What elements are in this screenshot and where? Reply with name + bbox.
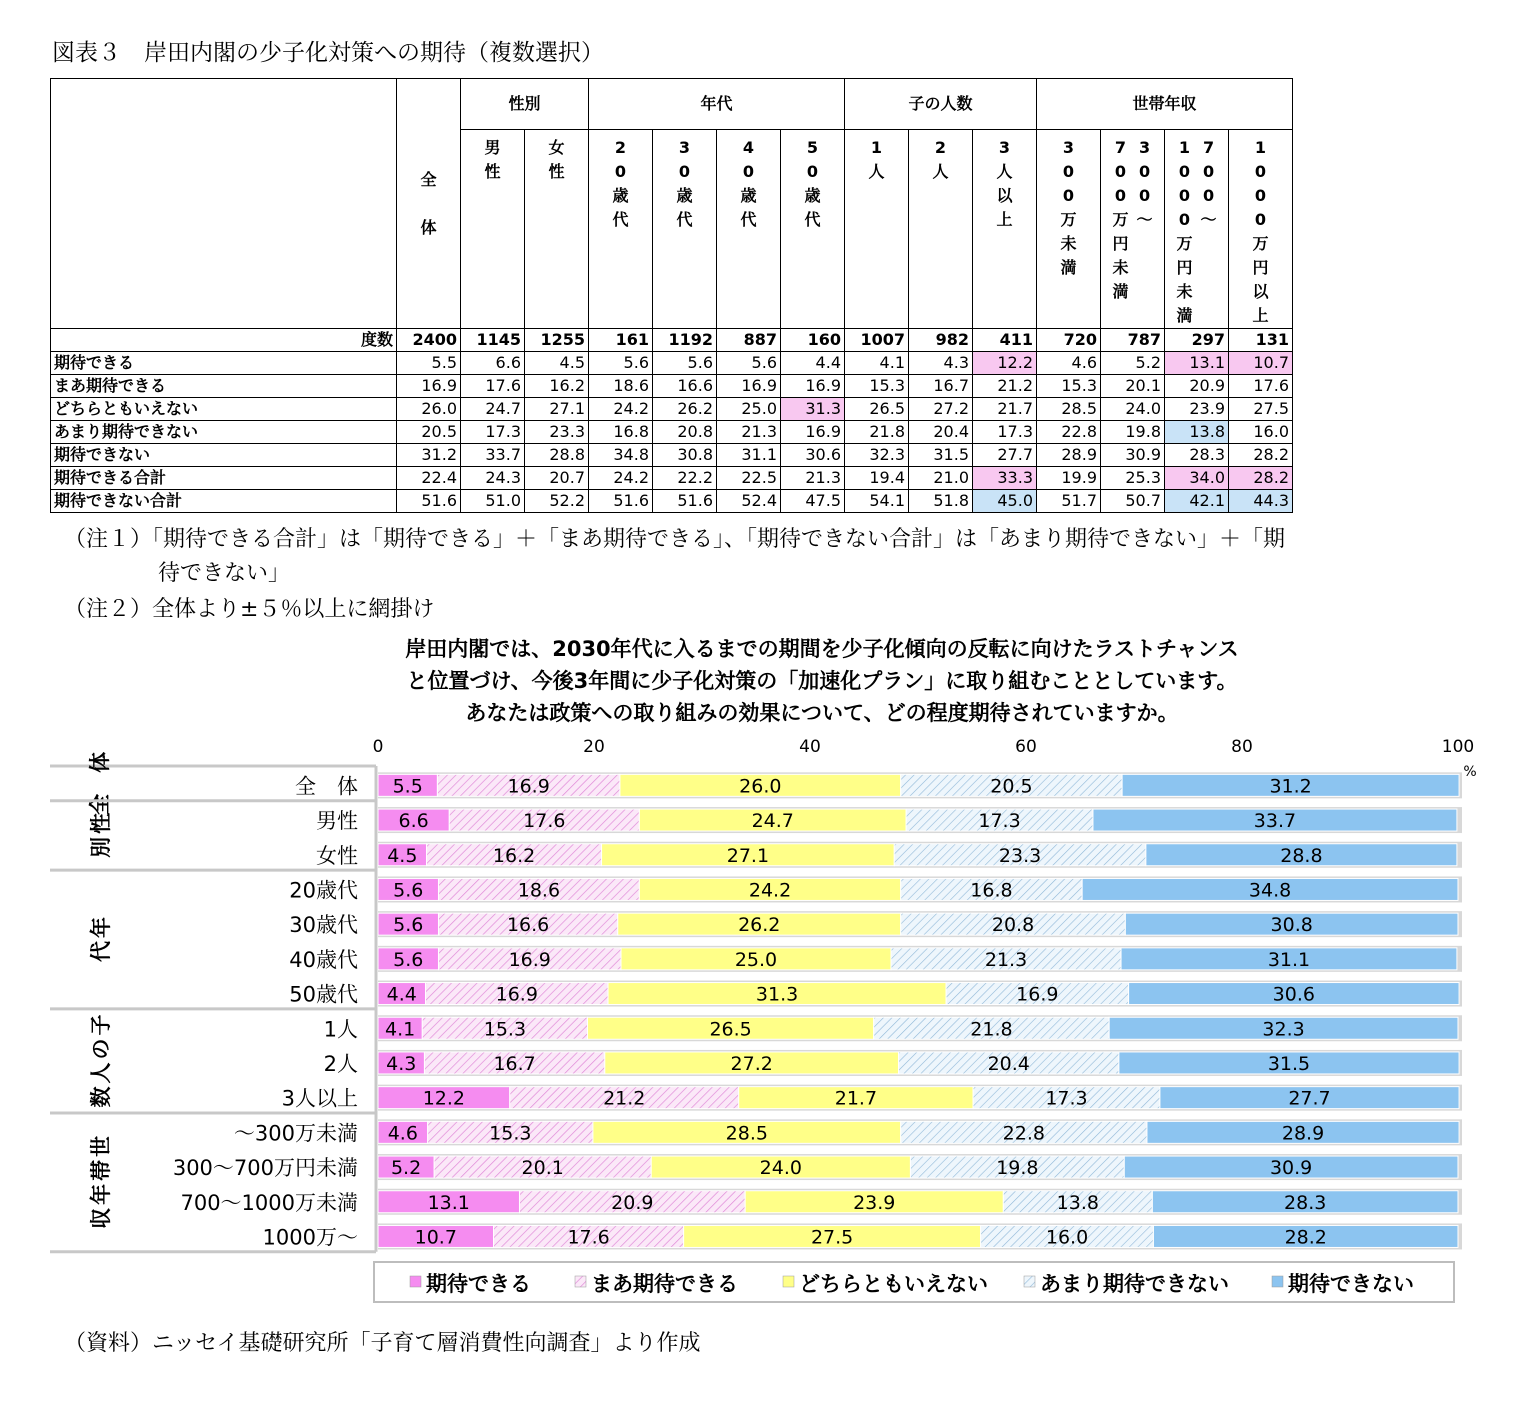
table-cell: 28.8 [525,444,589,467]
bar-data-label: 27.1 [726,844,770,867]
bar-data-label: 16.7 [493,1052,536,1075]
group-label-char: 別 [89,836,113,858]
bar-data-label: 17.6 [567,1226,610,1249]
count-cell: 1145 [461,329,525,352]
table-cell: 28.2 [1229,444,1293,467]
bar-data-label: 15.3 [489,1122,532,1145]
group-label-char: の [89,1038,113,1060]
bar-data-label: 6.6 [398,810,429,833]
table-cell: 5.6 [653,352,717,375]
bar-data-label: 28.8 [1280,844,1323,867]
bar-data-label: 26.5 [709,1018,752,1041]
table-cell: 51.7 [1037,490,1101,513]
count-cell: 161 [589,329,653,352]
count-cell: 160 [781,329,845,352]
bar-data-label: 20.8 [991,914,1035,937]
row-label: 期待できる [51,352,397,375]
bar-data-label: 5.6 [393,914,424,937]
table-cell: 4.6 [1037,352,1101,375]
category-label: 300～700万円未満 [172,1156,358,1181]
bar-data-label: 28.5 [725,1122,768,1145]
table-cell: 17.3 [973,421,1037,444]
table-cell: 15.3 [845,375,909,398]
row-label: 期待できない合計 [51,490,397,513]
bar-data-label: 23.9 [853,1191,896,1214]
vertical-text: 1 0 0 0 万 円 未 満 [1176,138,1193,325]
bar-data-label: 28.9 [1281,1122,1325,1145]
bar-data-label: 27.5 [810,1226,854,1249]
table-cell: 34.8 [589,444,653,467]
bar-data-label: 15.3 [483,1018,527,1041]
note-1-line-1: （注１）「期待できる合計」は「期待できる」＋「まあ期待できる」、「期待できない合計」は「あまり期待できない」＋「期 [64,527,1286,552]
table-cell: 24.0 [1101,398,1165,421]
count-cell: 1255 [525,329,589,352]
vertical-text: 2 0 歳 代 [612,138,629,229]
table-cell: 33.7 [461,444,525,467]
bar-data-label: 13.1 [427,1191,470,1214]
row-label: 期待できない [51,444,397,467]
vertical-text: 7 0 0 万 円 未 満 [1112,138,1129,301]
table-cell: 20.8 [653,421,717,444]
source-note: （資料）ニッセイ基礎研究所「子育て層消費性向調査」より作成 [64,1331,701,1356]
bar-data-label: 21.7 [834,1087,878,1110]
x-tick-label: 40 [799,737,821,757]
bar-data-label: 16.9 [508,948,551,971]
bar-data-label: 5.2 [390,1157,422,1180]
table-cell: 51.8 [909,490,973,513]
table-cell: 12.2 [973,352,1037,375]
table-cell: 33.3 [973,467,1037,490]
table-cell: 28.2 [1229,467,1293,490]
header-group: 年代 [589,79,845,130]
chart-title-line: と位置づけ、今後3年間に少子化対策の「加速化プラン」に取り組むこととしています。 [406,669,1238,693]
bar-data-label: 31.3 [755,983,799,1006]
table-cell: 15.3 [1037,375,1101,398]
table-cell: 20.7 [525,467,589,490]
category-label: 3人以上 [281,1086,358,1111]
table-cell: 22.4 [397,467,461,490]
vertical-text: 3 人 以 上 [996,138,1013,229]
bar-data-label: 28.2 [1284,1226,1327,1249]
table-cell: 26.0 [397,398,461,421]
category-label: 50歳代 [289,982,358,1007]
table-cell: 17.6 [1229,375,1293,398]
table-cell: 52.2 [525,490,589,513]
table-cell: 27.1 [525,398,589,421]
legend-label: あまり期待できない [1040,1272,1229,1296]
bar-data-label: 10.7 [414,1226,457,1249]
table-cell: 13.1 [1165,352,1229,375]
table-cell: 5.5 [397,352,461,375]
vertical-text: 1 人 [868,138,885,181]
table-cell: 16.2 [525,375,589,398]
bar-data-label: 24.2 [748,879,792,902]
table-cell: 16.9 [397,375,461,398]
bar-data-label: 13.8 [1056,1191,1099,1214]
chart-title-line: あなたは政策への取り組みの効果について、どの程度期待されていますか。 [465,701,1179,725]
table-cell: 4.4 [781,352,845,375]
row-label: あまり期待できない [51,421,397,444]
bar-data-label: 4.1 [385,1018,416,1041]
bar-data-label: 20.1 [521,1157,564,1180]
bar-data-label: 22.8 [1002,1122,1045,1145]
bar-data-label: 21.8 [970,1018,1013,1041]
bar-data-label: 20.9 [611,1191,654,1214]
table-cell: 6.6 [461,352,525,375]
vertical-text: 7 0 0 ～ [1200,138,1217,229]
category-label: 女性 [316,843,358,868]
table-cell: 20.1 [1101,375,1165,398]
table-cell: 17.3 [461,421,525,444]
group-label-char: 世 [89,1135,113,1157]
vertical-text: 3 0 0 ～ [1136,138,1153,229]
bar-data-label: 17.3 [978,810,1021,833]
table-cell: 22.8 [1037,421,1101,444]
table-cell: 20.9 [1165,375,1229,398]
table-cell: 23.3 [525,421,589,444]
bar-data-label: 4.6 [387,1122,418,1145]
legend-label: 期待できない [1288,1272,1414,1296]
vertical-text: 3 0 歳 代 [676,138,693,229]
vertical-text: 5 0 歳 代 [804,138,821,229]
bar-data-label: 30.6 [1272,983,1315,1006]
table-cell: 51.6 [397,490,461,513]
bar-data-label: 30.8 [1270,914,1313,937]
group-label-char: 性 [89,812,113,834]
bar-data-label: 5.5 [392,775,423,798]
table-cell: 20.4 [909,421,973,444]
bar-data-label: 16.9 [507,775,550,798]
count-cell: 1192 [653,329,717,352]
table-cell: 50.7 [1101,490,1165,513]
header-group: 子の人数 [845,79,1037,130]
bar-data-label: 28.3 [1284,1191,1327,1214]
table-cell: 19.9 [1037,467,1101,490]
bar-data-label: 4.5 [387,844,418,867]
table-cell: 30.8 [653,444,717,467]
table-cell: 21.3 [781,467,845,490]
table-cell: 51.6 [653,490,717,513]
bar-data-label: 18.6 [517,879,561,902]
category-label: 全 体 [295,774,358,799]
table-cell: 30.9 [1101,444,1165,467]
table-cell: 16.9 [781,375,845,398]
group-label-char: 収 [89,1207,113,1229]
chart-title-line: 岸田内閣では、2030年代に入るまでの期間を少子化傾向の反転に向けたラストチャンス [405,637,1239,661]
table-cell: 23.9 [1165,398,1229,421]
table-cell: 51.0 [461,490,525,513]
bar-data-label: 25.0 [734,948,778,971]
bar-data-label: 21.3 [984,948,1028,971]
row-label: どちらともいえない [51,398,397,421]
table-cell: 21.0 [909,467,973,490]
group-label-char: 子 [89,1014,113,1036]
header-total-label: 全 体 [420,169,437,237]
x-tick-label: 0 [372,737,384,757]
count-cell: 720 [1037,329,1101,352]
bar-data-label: 32.3 [1262,1018,1305,1041]
bar-data-label: 21.2 [603,1087,646,1110]
vertical-text: 1 0 0 0 万 円 以 上 [1252,138,1269,325]
table-cell: 21.3 [717,421,781,444]
table-cell: 17.6 [461,375,525,398]
group-label-char: 人 [89,1062,113,1084]
table-cell: 22.5 [717,467,781,490]
table-cell: 16.0 [1229,421,1293,444]
header-group: 世帯年収 [1037,79,1293,130]
bar-data-label: 17.3 [1045,1087,1088,1110]
count-cell: 131 [1229,329,1293,352]
vertical-text: 男 性 [484,138,501,181]
table-cell: 25.0 [717,398,781,421]
row-label: 期待できる合計 [51,467,397,490]
table-cell: 31.5 [909,444,973,467]
category-label: 1人 [323,1017,358,1042]
table-cell: 4.1 [845,352,909,375]
bar-data-label: 17.6 [523,810,566,833]
x-tick-label: 100 [1441,737,1475,757]
vertical-text: 4 0 歳 代 [740,138,757,229]
plot-area-background [378,768,1460,1254]
legend-swatch [783,1276,794,1287]
bar-data-label: 4.4 [386,983,417,1006]
bar-data-label: 24.7 [751,810,794,833]
bar-data-label: 24.0 [759,1157,802,1180]
table-cell: 4.3 [909,352,973,375]
bar-data-label: 20.4 [987,1052,1030,1075]
table-cell: 52.4 [717,490,781,513]
table-cell: 30.6 [781,444,845,467]
category-label: 男性 [316,809,358,834]
table-cell: 24.2 [589,398,653,421]
x-axis-unit: % [1463,764,1477,780]
legend-swatch [1024,1276,1035,1287]
vertical-text: 2 人 [932,138,949,181]
count-cell: 787 [1101,329,1165,352]
table-cell: 5.6 [717,352,781,375]
bar-data-label: 31.2 [1269,775,1312,798]
group-label-char: 年 [89,917,113,938]
bar-data-label: 31.1 [1267,948,1311,971]
bar-data-label: 26.2 [738,914,781,937]
table-cell: 16.6 [653,375,717,398]
category-label: ～300万未満 [233,1121,358,1146]
category-label: 30歳代 [289,913,358,938]
table-cell: 16.9 [717,375,781,398]
table-cell: 28.9 [1037,444,1101,467]
table-cell: 21.8 [845,421,909,444]
table-cell: 10.7 [1229,352,1293,375]
bar-data-label: 27.2 [730,1052,773,1075]
table-cell: 42.1 [1165,490,1229,513]
table-cell: 18.6 [589,375,653,398]
category-label: 40歳代 [289,947,358,972]
table-cell: 54.1 [845,490,909,513]
bar-data-label: 16.0 [1045,1226,1089,1249]
count-cell: 411 [973,329,1037,352]
bar-data-label: 5.6 [393,879,424,902]
table-cell: 19.8 [1101,421,1165,444]
bar-data-label: 16.9 [495,983,538,1006]
figure-title: 図表３ 岸田内閣の少子化対策への期待（複数選択） [52,40,604,66]
bar-data-label: 27.7 [1288,1087,1331,1110]
vertical-text: 3 0 0 万 未 満 [1060,138,1077,277]
table-cell: 34.0 [1165,467,1229,490]
x-tick-label: 20 [583,737,605,757]
group-label-char: 帯 [89,1159,113,1181]
bar-data-label: 16.9 [1016,983,1059,1006]
note-2: （注２）全体より±５％以上に網掛け [64,597,435,622]
table-cell: 44.3 [1229,490,1293,513]
count-label: 度数 [51,329,397,352]
table-cell: 27.5 [1229,398,1293,421]
header-group: 性別 [461,79,589,130]
category-label: 2人 [323,1051,358,1076]
table-cell: 45.0 [973,490,1037,513]
table-cell: 28.3 [1165,444,1229,467]
table-cell: 5.2 [1101,352,1165,375]
table-cell: 31.2 [397,444,461,467]
table-cell: 21.2 [973,375,1037,398]
bar-data-label: 30.9 [1269,1157,1313,1180]
count-cell: 297 [1165,329,1229,352]
table-cell: 31.1 [717,444,781,467]
table-cell: 25.3 [1101,467,1165,490]
bar-data-label: 4.3 [386,1052,417,1075]
group-label-char: 代 [89,941,113,962]
group-label-char: 年 [89,1183,113,1205]
table-cell: 27.2 [909,398,973,421]
legend-swatch [575,1276,586,1287]
group-label: 全 体 [88,751,112,815]
legend-label: まあ期待できる [591,1272,738,1296]
legend-label: どちらともいえない [799,1272,988,1296]
legend-label: 期待できる [426,1272,531,1296]
table-cell: 24.7 [461,398,525,421]
table-cell: 16.7 [909,375,973,398]
note-1-line-2: 待できない」 [158,561,291,586]
x-tick-label: 80 [1231,737,1253,757]
table-cell: 21.7 [973,398,1037,421]
legend-swatch [1272,1276,1283,1287]
table-cell: 27.7 [973,444,1037,467]
legend-swatch [410,1276,421,1287]
table-cell: 32.3 [845,444,909,467]
table-cell: 31.3 [781,398,845,421]
vertical-text: 女 性 [548,138,565,181]
table-cell: 26.2 [653,398,717,421]
table-cell: 13.8 [1165,421,1229,444]
bar-data-label: 23.3 [998,844,1042,867]
category-label: 1000万～ [262,1225,358,1250]
bar-data-label: 16.2 [492,844,536,867]
category-label: 20歳代 [289,878,358,903]
bar-data-label: 31.5 [1267,1052,1311,1075]
table-cell: 24.3 [461,467,525,490]
bar-data-label: 16.6 [506,914,550,937]
category-label: 700～1000万未満 [180,1190,358,1215]
table-cell: 24.2 [589,467,653,490]
row-label: まあ期待できる [51,375,397,398]
count-cell: 887 [717,329,781,352]
table-cell: 16.9 [781,421,845,444]
table-cell: 26.5 [845,398,909,421]
count-cell: 2400 [397,329,461,352]
table-cell: 47.5 [781,490,845,513]
bar-data-label: 19.8 [996,1157,1039,1180]
table-cell: 16.8 [589,421,653,444]
bar-data-label: 20.5 [990,775,1033,798]
table-cell: 28.5 [1037,398,1101,421]
x-tick-label: 60 [1015,737,1037,757]
table-cell: 20.5 [397,421,461,444]
bar-data-label: 16.8 [970,879,1013,902]
table-cell: 5.6 [589,352,653,375]
bar-data-label: 26.0 [739,775,782,798]
group-label-char: 数 [89,1086,113,1108]
table-cell: 19.4 [845,467,909,490]
table-cell: 4.5 [525,352,589,375]
bar-data-label: 33.7 [1253,810,1297,833]
table-cell: 22.2 [653,467,717,490]
bar-data-label: 34.8 [1248,879,1292,902]
bar-data-label: 5.6 [393,948,424,971]
count-cell: 982 [909,329,973,352]
table-cell: 51.6 [589,490,653,513]
count-cell: 1007 [845,329,909,352]
bar-data-label: 12.2 [422,1087,466,1110]
